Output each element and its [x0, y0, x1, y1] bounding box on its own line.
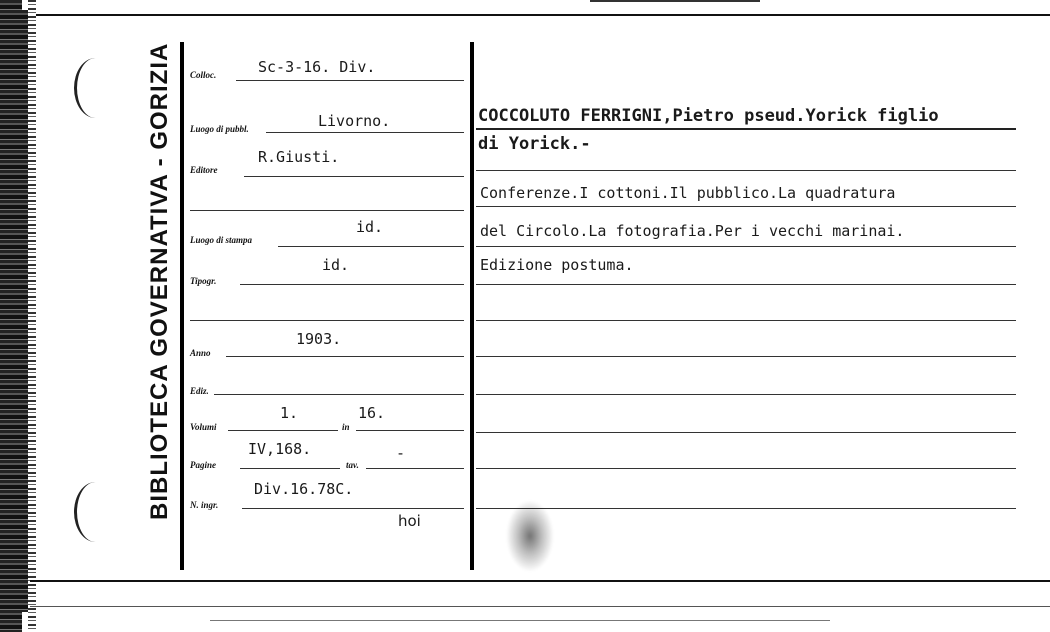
entry-title-line3: Edizione postuma.	[480, 256, 634, 274]
entry-title-line2: del Circolo.La fotografia.Per i vecchi marinai.	[480, 222, 905, 240]
line-anno	[226, 356, 464, 357]
value-collocazione: Sc-3-16. Div.	[258, 58, 376, 76]
value-luogo-stampa: id.	[356, 218, 384, 236]
entry-rule-7	[476, 356, 1016, 357]
institution-name: BIBLIOTECA GOVERNATIVA - GORIZIA	[146, 42, 173, 520]
line-collocazione	[236, 80, 464, 81]
scan-edge-strip	[0, 0, 28, 632]
line-volumi	[228, 430, 338, 431]
card-top-mark	[590, 0, 760, 2]
value-tavole: -	[396, 444, 406, 462]
card-bottom-border-2	[30, 606, 1050, 607]
entry-rule-11	[476, 508, 1016, 509]
label-n-ingr: N. ingr.	[190, 500, 219, 510]
handwritten-note: hoi	[398, 512, 421, 530]
entry-rule-3	[476, 206, 1016, 207]
line-n-ingr	[242, 508, 464, 509]
line-luogo-pubbl	[266, 132, 464, 133]
left-column-rule	[180, 42, 184, 570]
punch-hole-top	[74, 58, 117, 118]
value-in: 16.	[358, 404, 386, 422]
value-n-ingr: Div.16.78C.	[254, 480, 354, 498]
line-spacer-1	[190, 210, 464, 211]
line-spacer-2	[190, 320, 464, 321]
line-tipogr	[240, 284, 464, 285]
ink-stain	[506, 500, 554, 572]
card-bottom-border	[30, 580, 1050, 582]
line-ediz	[214, 394, 464, 395]
label-volumi: Volumi	[190, 422, 217, 432]
entry-rule-2	[476, 170, 1016, 171]
line-in	[356, 430, 464, 431]
entry-rule-10	[476, 468, 1016, 469]
label-pagine: Pagine	[190, 460, 216, 470]
value-volumi: 1.	[280, 404, 299, 422]
line-tavole	[366, 468, 464, 469]
punch-hole-bottom	[74, 482, 117, 542]
value-pagine: IV,168.	[248, 440, 312, 458]
entry-rule-9	[476, 432, 1016, 433]
middle-column-rule	[470, 42, 474, 570]
entry-rule-8	[476, 394, 1016, 395]
label-tavole: tav.	[346, 460, 359, 470]
entry-rule-1	[476, 128, 1016, 130]
label-tipogr: Tipogr.	[190, 276, 217, 286]
label-editore: Editore	[190, 165, 218, 175]
label-luogo-pubbl: Luogo di pubbl.	[190, 124, 249, 134]
entry-rule-6	[476, 320, 1016, 321]
entry-author-line2: di Yorick.-	[478, 134, 591, 154]
line-luogo-stampa	[278, 246, 464, 247]
entry-rule-5	[476, 284, 1016, 285]
label-luogo-stampa: Luogo di stampa	[190, 235, 253, 245]
value-tipogr: id.	[322, 256, 350, 274]
value-luogo-pubbl: Livorno.	[318, 112, 391, 130]
entry-rule-4	[476, 246, 1016, 247]
value-editore: R.Giusti.	[258, 148, 340, 166]
entry-author-line1: COCCOLUTO FERRIGNI,Pietro pseud.Yorick figlio	[478, 106, 939, 126]
line-pagine	[240, 468, 340, 469]
card-bottom-border-3	[210, 620, 830, 621]
label-collocazione: Colloc.	[190, 70, 217, 80]
entry-title-line1: Conferenze.I cottoni.Il pubblico.La quadratura	[480, 184, 896, 202]
line-editore	[244, 176, 464, 177]
card-top-border	[36, 14, 1050, 16]
scan-edge-perforation	[28, 0, 36, 632]
value-anno: 1903.	[296, 330, 342, 348]
label-anno: Anno	[190, 348, 211, 358]
label-ediz: Ediz.	[190, 386, 209, 396]
label-in: in	[342, 422, 350, 432]
